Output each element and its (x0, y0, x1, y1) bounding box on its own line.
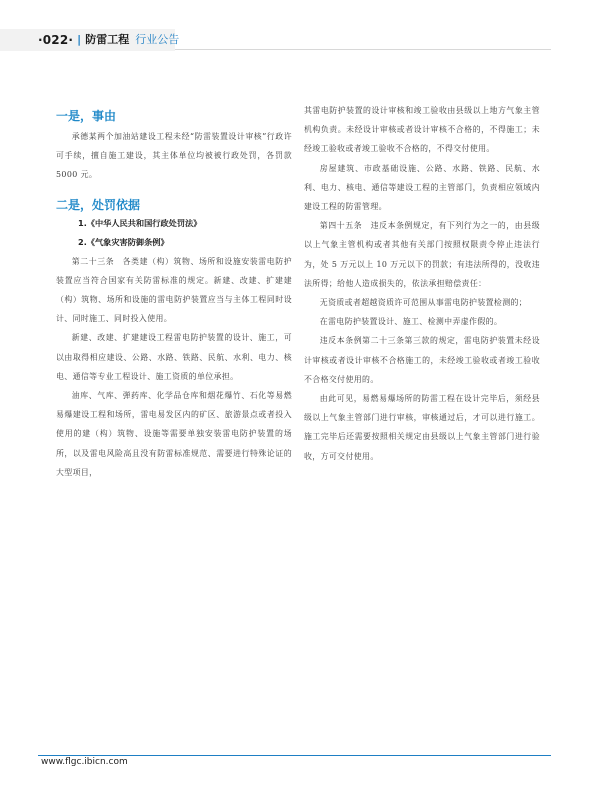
header-text (38, 32, 179, 48)
header-separator: | (77, 33, 82, 46)
paragraph-article-45: 第四十五条 违反本条例规定，有下列行为之一的，由县级以上气象主管机构或者其他有关部门按照权限责令停止违法行为，处 5 万元以上 10 万元以下的罚款；有违法所得的，没收违法所得；给他人造成损失的，依法承担赔偿责任： (304, 221, 540, 288)
paragraph-fraud: 在雷电防护装置设计、施工、检测中弄虚作假的。 (319, 317, 503, 327)
paragraph-article-23: 第二十三条 各类建（构）筑物、场所和设施安装雷电防护装置应当符合国家有关防雷标准的规定。新建、改建、扩建建（构）筑物、场所和设施的雷电防护装置应当与主体工程同时设计、同时施工、同时投入使用。 (56, 256, 292, 324)
paragraph-qualification: 新建、改建、扩建建设工程雷电防护装置的设计、施工，可以由取得相应建设、公路、水路、铁路、民航、水利、电力、核电、通信等专业工程设计、施工资质的单位承担。 (56, 333, 292, 381)
footer-url[interactable]: www.flgc.ibicn.com (41, 757, 128, 767)
paragraph-conclusion: 由此可见，易燃易爆场所的防雷工程在设计完毕后，须经县级以上气象主管部门进行审核，审核通过后，才可以进行施工。施工完毕后还需要按照相关规定由县级以上气象主管部门进行验收，方可交付使用。 (304, 394, 540, 461)
paragraph-authorities: 房屋建筑、市政基础设施、公路、水路、铁路、民航、水利、电力、核电、通信等建设工程的主管部门，负责相应领域内建设工程的防雷管理。 (304, 163, 540, 212)
law-item-2: 2.《气象灾害防御条例》 (78, 236, 169, 247)
header-rule (175, 49, 551, 50)
heading-basis: 二是，处罚依据 (56, 197, 141, 212)
left-column (56, 108, 292, 482)
magazine-title: 防雷工程 (85, 33, 130, 46)
paragraph-violation: 违反本条例第二十三条第三款的规定，雷电防护装置未经设计审核或者设计审核不合格施工的，未经竣工验收或者竣工验收不合格交付使用的。 (304, 336, 540, 384)
paragraph-review: 其雷电防护装置的设计审核和竣工验收由县级以上地方气象主管机构负责。未经设计审核或者设计审核不合格的，不得施工；未经竣工验收或者竣工验收不合格的，不得交付使用。 (304, 106, 540, 154)
page-header (0, 29, 589, 51)
paragraph-cause: 承德某两个加油站建设工程未经“防雷装置设计审核”行政许可手续，擅自施工建设，其主体单位均被被行政处罚，各罚款 5000 元。 (56, 132, 292, 180)
law-item-1: 1.《中华人民共和国行政处罚法》 (78, 217, 202, 228)
paragraph-flammable-sites: 油库、气库、弹药库、化学品仓库和烟花爆竹、石化等易燃易爆建设工程和场所，雷电易发区内的矿区、旅游景点或者投入使用的建（构）筑物、设施等需要单独安装雷电防护装置的场所，以及雷电风险高且没有防雷标准规范、需要进行特殊论证的大型项目， (56, 391, 292, 477)
paragraph-no-qualification: 无资质或者超越资质许可范围从事雷电防护装置检测的； (319, 298, 528, 308)
page-number: ·022· (38, 33, 74, 47)
heading-cause: 一是，事由 (56, 109, 117, 123)
right-column (304, 108, 540, 466)
footer-rule (38, 755, 551, 756)
section-title: 行业公告 (135, 33, 180, 46)
